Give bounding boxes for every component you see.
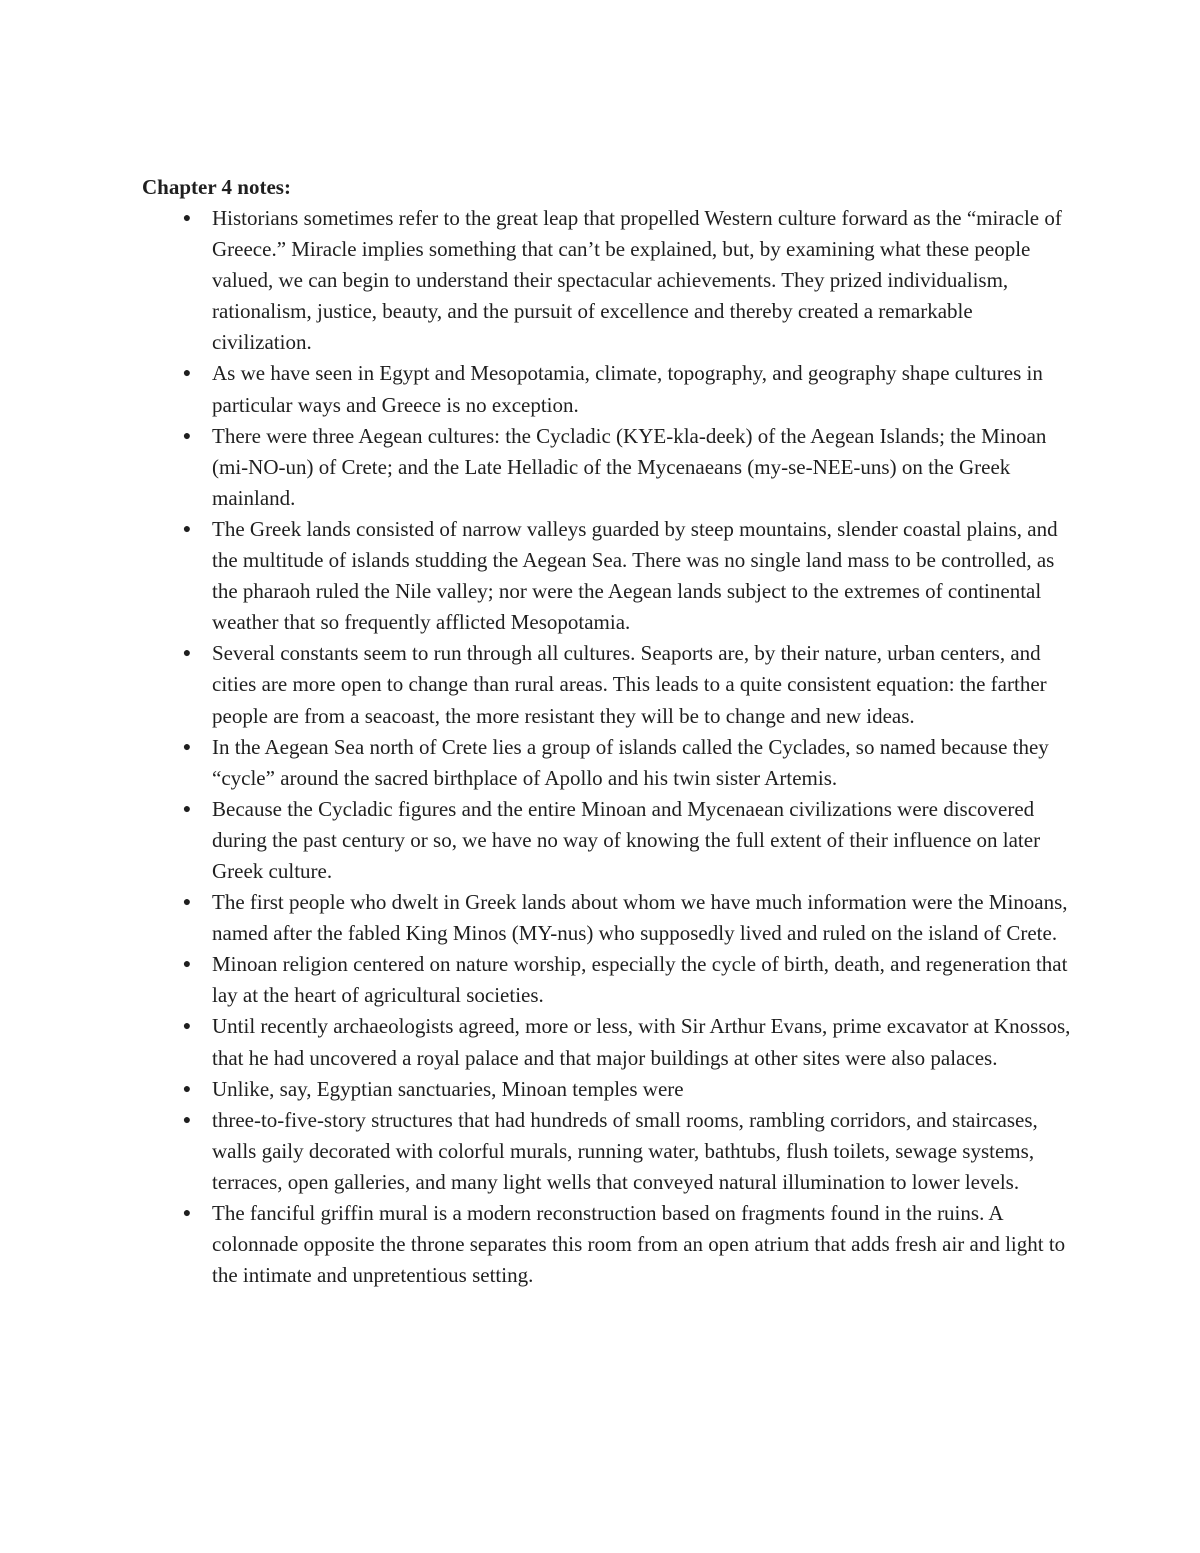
list-item: [142, 887, 1072, 949]
bullet-icon: ●: [182, 801, 192, 817]
note-text: three-to-five-story structures that had hundreds of small rooms, rambling corridors, and staircases, walls gaily decorated with colorful murals, running water, bathtubs, flush toilets, sewage systems, terraces, open galleries, and many light wells that conveyed natural illumination to lower levels.: [212, 1107, 1038, 1194]
note-text: Several constants seem to run through all cultures. Seaports are, by their nature, urban centers, and cities are more open to change than rural areas. This leads to a quite consistent equation: the farther people are from a seacoast, the more resistant they will be to change and new ideas.: [212, 641, 1047, 728]
bullet-icon: ●: [182, 428, 192, 444]
list-item: [142, 638, 1072, 731]
bullet-icon: ●: [182, 1112, 192, 1128]
list-item: [142, 732, 1072, 794]
note-text: Historians sometimes refer to the great leap that propelled Western culture forward as the “miracle of Greece.” Miracle implies something that can’t be explained, but, by examining what these people valued, we can begin to understand their spectacular achievements. They prized individualism, rationalism, justice, beauty, and the pursuit of excellence and thereby created a remarkable civilization.: [212, 206, 1062, 355]
bullet-icon: ●: [182, 646, 192, 662]
list-item: [142, 1011, 1072, 1073]
bullet-icon: ●: [182, 895, 192, 911]
bullet-icon: ●: [182, 957, 192, 973]
bullet-icon: ●: [182, 1019, 192, 1035]
note-text: Unlike, say, Egyptian sanctuaries, Minoan temples were: [212, 1076, 684, 1101]
list-item: [142, 794, 1072, 887]
note-text: There were three Aegean cultures: the Cycladic (KYE-kla-deek) of the Aegean Islands; the Minoan (mi-NO-un) of Crete; and the Late Helladic of the Mycenaeans (my-se-NEE-uns) on the Greek mainland.: [212, 423, 1047, 510]
bullet-icon: ●: [182, 521, 192, 537]
list-item: [142, 421, 1072, 514]
note-text: The fanciful griffin mural is a modern reconstruction based on fragments found in the ruins. A colonnade opposite the throne separates this room from an open atrium that adds fresh air and light to the intimate and unpretentious setting.: [212, 1201, 1066, 1288]
page-heading: Chapter 4 notes:: [142, 175, 291, 199]
list-item: [142, 1105, 1072, 1198]
list-item: [142, 514, 1072, 638]
note-text: Because the Cycladic figures and the entire Minoan and Mycenaean civilizations were discovered during the past century or so, we have no way of knowing the full extent of their influence on later Greek culture.: [212, 796, 1041, 883]
bullet-icon: ●: [182, 366, 192, 382]
document-body: [142, 172, 1072, 1291]
list-item: [142, 203, 1072, 358]
bullet-icon: ●: [182, 211, 192, 226]
note-text: In the Aegean Sea north of Crete lies a group of islands called the Cyclades, so named because they “cycle” around the sacred birthplace of Apollo and his twin sister Artemis.: [212, 734, 1049, 790]
note-text: Until recently archaeologists agreed, more or less, with Sir Arthur Evans, prime excavator at Knossos, that he had uncovered a royal palace and that major buildings at other sites were also palaces.: [212, 1014, 1071, 1070]
notes-list: [142, 203, 1072, 1291]
list-item: [142, 949, 1072, 1011]
bullet-icon: ●: [182, 1206, 192, 1221]
bullet-icon: ●: [182, 1081, 192, 1097]
note-text: Minoan religion centered on nature worship, especially the cycle of birth, death, and regeneration that lay at the heart of agricultural societies.: [212, 952, 1068, 1008]
list-item: [142, 358, 1072, 420]
note-text: As we have seen in Egypt and Mesopotamia, climate, topography, and geography shape cultures in particular ways and Greece is no exception.: [212, 361, 1043, 417]
list-item: [142, 1074, 1072, 1105]
note-text: The Greek lands consisted of narrow valleys guarded by steep mountains, slender coastal plains, and the multitude of islands studding the Aegean Sea. There was no single land mass to be controlled, as the pharaoh ruled the Nile valley; nor were the Aegean lands subject to the extremes of continental weather that so frequently afflicted Mesopotamia.: [212, 516, 1058, 635]
list-item: [142, 1198, 1072, 1291]
bullet-icon: ●: [182, 739, 192, 755]
note-text: The first people who dwelt in Greek lands about whom we have much information were the Minoans, named after the fabled King Minos (MY-nus) who supposedly lived and ruled on the island of Crete.: [212, 890, 1068, 946]
